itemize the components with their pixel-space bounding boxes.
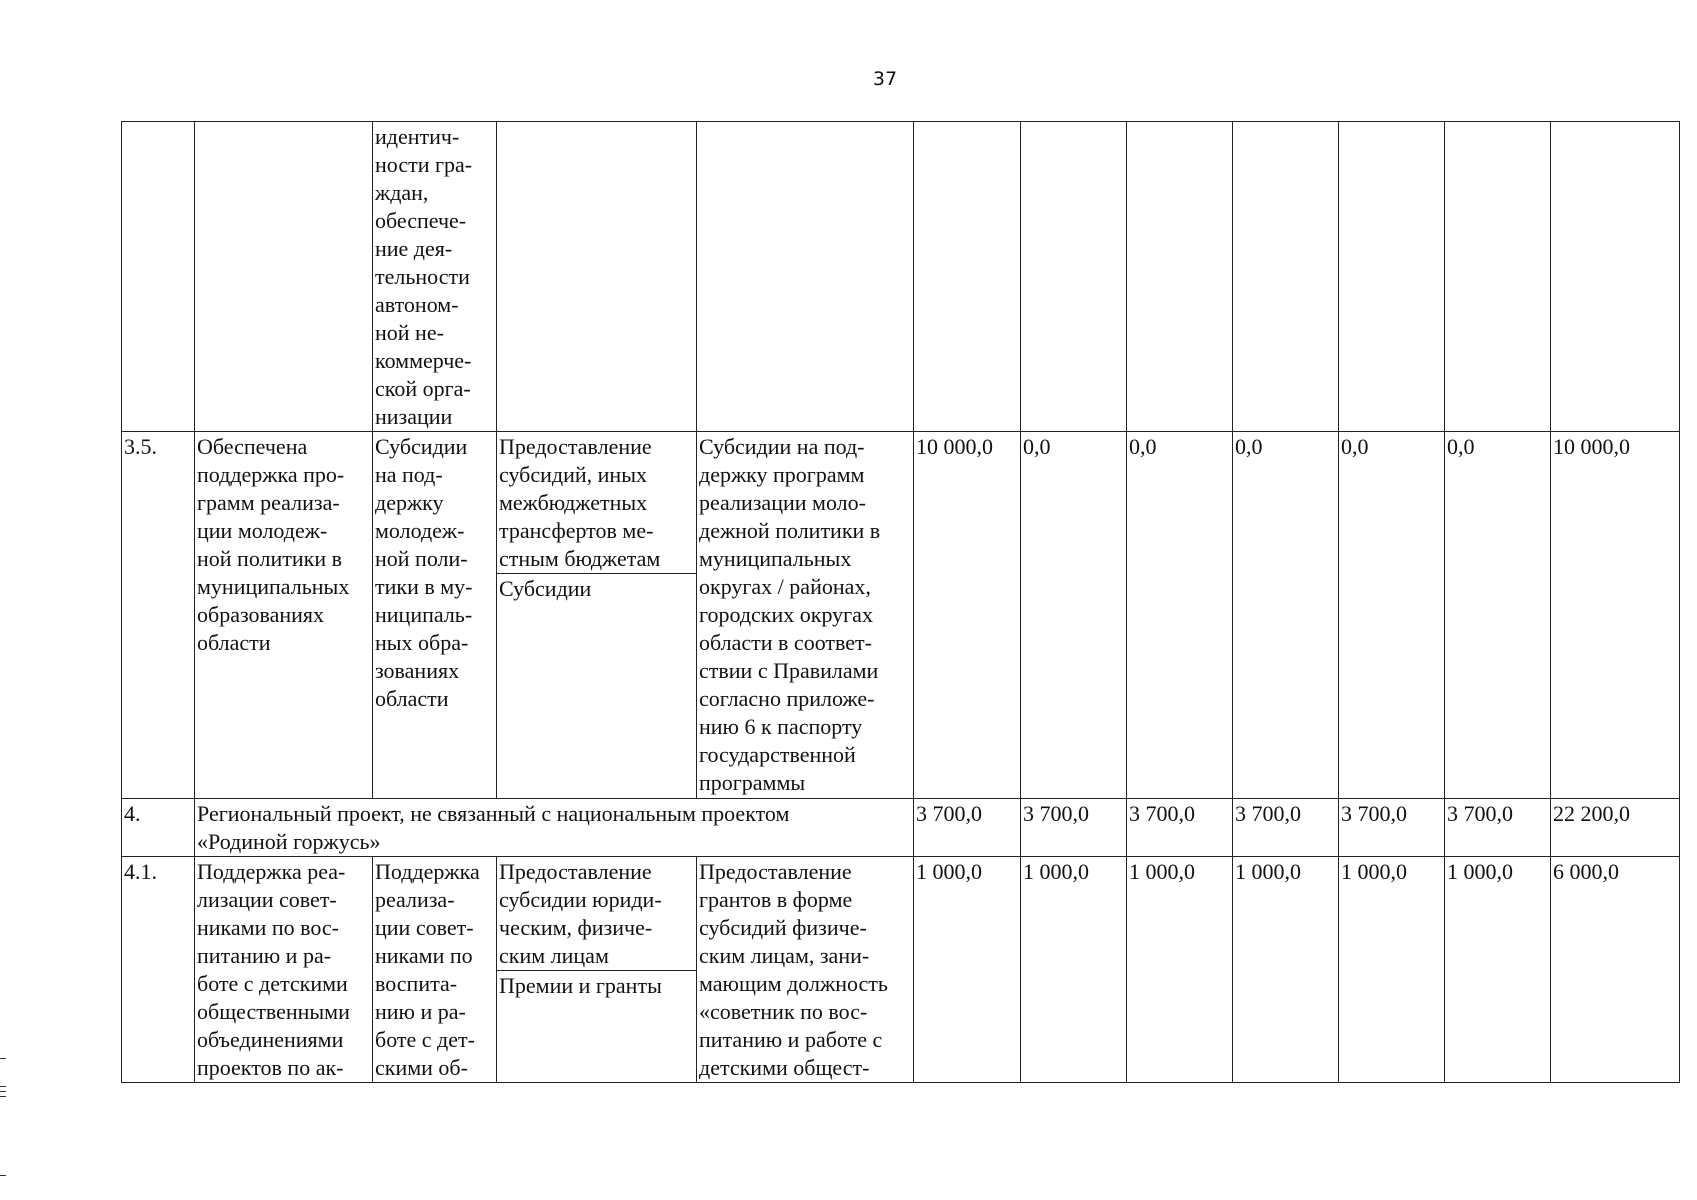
cell-value [1339,122,1445,432]
text-line: области в соответ- [699,630,872,655]
text-line: ной политики в [197,546,343,571]
margin-mark [0,1096,6,1097]
cell-value: 3 700,0 [1445,799,1551,857]
cell-number [122,122,195,432]
text-line: Поддержка [375,859,480,884]
text-line: Субсидии [375,434,468,459]
text-line: грамм реализа- [197,490,340,515]
text-line: области [197,630,271,655]
cell-value: 0,0 [1127,432,1233,799]
text-line: питанию и работе с [699,1027,883,1052]
cell-event [373,432,497,799]
text-line: нию 6 к паспорту [699,714,863,739]
text-line: объединениями [197,1027,344,1052]
text-line: грантов в форме [699,887,853,912]
text-line: субсидий физиче- [699,915,867,940]
text-line: ским лицам, зани- [699,943,870,968]
cell-value: 0,0 [1021,432,1127,799]
cell-value: 0,0 [1233,432,1339,799]
text-line: ским лицам [499,943,609,968]
cell-value: 6 000,0 [1551,857,1680,1083]
cell-type [497,857,697,1083]
text-line: реализа- [375,887,455,912]
cell-value [1551,122,1680,432]
margin-mark [0,1058,6,1059]
text-line: никами по [375,943,473,968]
text-line: Субсидии [499,576,592,601]
cell-value [914,122,1021,432]
text-line: межбюджетных [499,490,648,515]
text-line: идентич- [375,124,460,149]
text-line: согласно приложе- [699,686,875,711]
cell-value: 1 000,0 [1445,857,1551,1083]
table-row [122,799,1680,857]
table-row [122,857,1680,1083]
text-line: зованиях [375,658,460,683]
text-line: питанию и ра- [197,943,332,968]
text-line: держку [375,490,444,515]
text-line: ной поли- [375,546,468,571]
margin-mark [0,1086,6,1087]
text-line: программы [699,770,806,795]
type-subcell [497,574,696,603]
text-line: воспита- [375,971,458,996]
cell-value: 10 000,0 [1551,432,1680,799]
text-line: лизации совет- [197,887,337,912]
text-line: Премии и гранты [499,973,662,998]
text-line: общественными [197,999,350,1024]
cell-value: 1 000,0 [1127,857,1233,1083]
cell-value: 3 700,0 [914,799,1021,857]
cell-event [373,122,497,432]
text-line: никами по вос- [197,915,340,940]
text-line: обеспече- [375,208,467,233]
table-row [122,122,1680,432]
text-line: ции молодеж- [197,518,328,543]
text-line: Поддержка реа- [197,859,346,884]
cell-value: 1 000,0 [1339,857,1445,1083]
cell-type [497,432,697,799]
text-line: Предоставление [499,434,652,459]
cell-result [195,432,373,799]
text-line: мающим должность [699,971,888,996]
text-line: автоном- [375,292,459,317]
text-line: коммерче- [375,348,472,373]
text-line: ческим, физиче- [499,915,653,940]
text-line: Субсидии на под- [699,434,865,459]
cell-value: 22 200,0 [1551,799,1680,857]
budget-table [121,121,1680,1083]
text-line: Предоставление [699,859,852,884]
text-line: проектов по ак- [197,1055,344,1080]
text-line: боте с детскими [197,971,348,996]
cell-event [373,857,497,1083]
text-line: трансфертов ме- [499,518,654,543]
cell-value: 0,0 [1339,432,1445,799]
cell-number: 4.1. [122,857,195,1083]
cell-value [1445,122,1551,432]
text-line: боте с дет- [375,1027,475,1052]
text-line: низации [375,404,453,429]
page-number: 37 [872,68,898,90]
cell-type [497,122,697,432]
cell-project-title [195,799,914,857]
cell-number: 3.5. [122,432,195,799]
text-line: ствии с Правилами [699,658,879,683]
text-line: Обеспечена [197,434,308,459]
text-line: городских округах [699,602,873,627]
cell-description [697,432,914,799]
text-line: детскими общест- [699,1055,870,1080]
text-line: дежной политики в [699,518,881,543]
type-subcell [497,432,696,574]
cell-number: 4. [122,799,195,857]
text-line: стным бюджетам [499,546,661,571]
type-subcell [497,857,696,971]
text-line: субсидии юриди- [499,887,662,912]
text-line: держку программ [699,462,865,487]
cell-description [697,857,914,1083]
text-line: тики в му- [375,574,473,599]
text-line: ниципаль- [375,602,473,627]
cell-result [195,857,373,1083]
text-line: ние дея- [375,236,453,261]
text-line: области [375,686,449,711]
text-line: «советник по вос- [699,999,868,1024]
margin-mark [0,1175,6,1176]
text-line: Предоставление [499,859,652,884]
cell-description [697,122,914,432]
text-line: ждан, [375,180,429,205]
text-line: муниципальных [699,546,852,571]
text-line: государственной [699,742,856,767]
table-row [122,432,1680,799]
text-line: скими об- [375,1055,468,1080]
text-line: округах / районах, [699,574,871,599]
text-line: «Родиной горжусь» [197,829,381,854]
cell-value: 1 000,0 [1233,857,1339,1083]
cell-value: 3 700,0 [1127,799,1233,857]
text-line: ции совет- [375,915,474,940]
cell-value: 3 700,0 [1021,799,1127,857]
text-line: ных обра- [375,630,469,655]
cell-value: 0,0 [1445,432,1551,799]
cell-result [195,122,373,432]
text-line: ной не- [375,320,444,345]
cell-value: 10 000,0 [914,432,1021,799]
text-line: ности гра- [375,152,473,177]
cell-value [1233,122,1339,432]
text-line: образованиях [197,602,325,627]
text-line: муниципальных [197,574,350,599]
cell-value: 1 000,0 [914,857,1021,1083]
margin-mark [0,1091,6,1092]
text-line: молодеж- [375,518,465,543]
type-subcell [497,971,696,1000]
text-line: реализации моло- [699,490,866,515]
cell-value [1021,122,1127,432]
text-line: ской орга- [375,376,471,401]
cell-value: 3 700,0 [1233,799,1339,857]
text-line: тельности [375,264,470,289]
cell-value [1127,122,1233,432]
text-line: Региональный проект, не связанный с национальным проектом [197,801,790,826]
cell-value: 3 700,0 [1339,799,1445,857]
text-line: субсидий, иных [499,462,647,487]
text-line: поддержка про- [197,462,345,487]
text-line: нию и ра- [375,999,466,1024]
cell-value: 1 000,0 [1021,857,1127,1083]
text-line: на под- [375,462,443,487]
